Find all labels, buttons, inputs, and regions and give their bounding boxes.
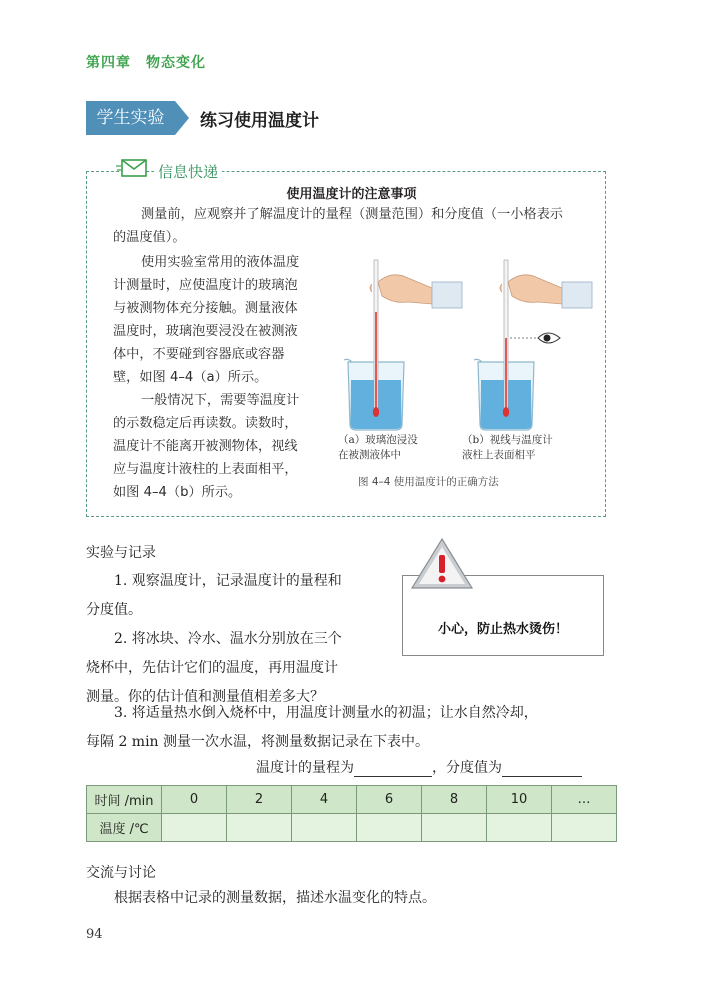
info-para3-line: 的示数稳定后再读数。读数时， [113, 416, 298, 431]
info-para1 [113, 203, 603, 249]
table-cell-temperature[interactable] [552, 814, 617, 842]
caption-b-line: （b）视线与温度计 [462, 434, 553, 446]
info-para3-line: 温度计不能离开被测物体，视线 [113, 439, 298, 454]
section-title-experiment: 实验与记录 [86, 545, 156, 561]
table-row-temperature [87, 814, 617, 842]
range-label: 温度计的量程为 [256, 760, 354, 776]
figure-caption: 图 4–4 使用温度计的正确方法 [358, 476, 499, 488]
warning-text: 小心，防止热水烫伤！ [437, 622, 568, 637]
info-title: 使用温度计的注意事项 [286, 187, 417, 202]
table-row-time [87, 786, 617, 814]
table-cell-temperature[interactable] [227, 814, 292, 842]
info-para2-line: 使用实验室常用的液体温度 [141, 255, 300, 270]
page-number: 94 [86, 927, 103, 942]
step3-line: 每隔 2 min 测量一次水温，将测量数据记录在下表中。 [86, 734, 430, 750]
table-cell-time: 10 [487, 786, 552, 814]
info-para2-line: 与被测物体充分接触。测量液体 [113, 301, 298, 316]
beaker-b-illustration [474, 260, 592, 430]
section-title-discussion: 交流与讨论 [86, 865, 156, 881]
envelope-icon [116, 157, 148, 179]
table-cell-time: 2 [227, 786, 292, 814]
table-cell-time: 8 [422, 786, 487, 814]
step2-line: 2. 将冰块、冷水、温水分别放在三个 [114, 631, 342, 647]
step2-line: 烧杯中，先估计它们的温度，再用温度计 [86, 660, 338, 676]
caption-a [338, 433, 418, 463]
caption-a-line: （a）玻璃泡浸没 [338, 434, 418, 446]
experiment-steps-1-2 [86, 567, 406, 712]
discussion-text: 根据表格中记录的测量数据，描述水温变化的特点。 [114, 890, 436, 906]
temperature-table [86, 785, 617, 842]
info-para3-line: 一般情况下，需要等温度计 [141, 393, 300, 408]
thermometer-figure [328, 252, 598, 434]
table-cell-temperature[interactable] [162, 814, 227, 842]
experiment-step-3 [86, 699, 616, 757]
table-cell-time: 4 [292, 786, 357, 814]
step1-line: 分度值。 [86, 602, 142, 618]
info-para1-line: 的温度值）。 [113, 230, 186, 245]
step2-line: 测量。你的估计值和测量值相差多大？ [86, 689, 324, 705]
lab-tag-arrow [175, 101, 189, 135]
info-label: 信息快递 [154, 161, 222, 182]
table-cell-temperature[interactable] [292, 814, 357, 842]
caption-a-line: 在被测液体中 [338, 449, 401, 461]
table-cell-time: 6 [357, 786, 422, 814]
info-para3-line: 如图 4–4（b）所示。 [113, 485, 242, 500]
lab-tag: 学生实验 [86, 101, 175, 135]
table-cell-time: … [552, 786, 617, 814]
table-header-temperature: 温度 /℃ [87, 814, 162, 842]
table-cell-temperature[interactable] [422, 814, 487, 842]
info-para2-line: 计测量时，应使温度计的玻璃泡 [113, 278, 298, 293]
beaker-a-illustration [344, 260, 462, 430]
table-cell-time: 0 [162, 786, 227, 814]
info-para2-line: 壁，如图 4–4（a）所示。 [113, 370, 268, 385]
division-label: ，分度值为 [432, 760, 502, 776]
range-blank[interactable] [354, 761, 432, 777]
caption-b-line: 液柱上表面相平 [462, 449, 536, 461]
chapter-header: 第四章 物态变化 [86, 55, 206, 71]
info-para2-line: 温度时，玻璃泡要浸没在被测液 [113, 324, 298, 339]
info-para3-line: 应与温度计液柱的上表面相平， [113, 462, 298, 477]
warning-icon [409, 536, 475, 592]
table-header-time: 时间 /min [87, 786, 162, 814]
caption-b [462, 433, 553, 463]
table-cell-temperature[interactable] [487, 814, 552, 842]
step3-line: 3. 将适量热水倒入烧杯中，用温度计测量水的初温；让水自然冷却， [114, 705, 538, 721]
lab-title: 练习使用温度计 [200, 111, 319, 131]
table-cell-temperature[interactable] [357, 814, 422, 842]
step1-line: 1. 观察温度计，记录温度计的量程和 [114, 573, 342, 589]
range-fill-line [256, 757, 582, 777]
division-blank[interactable] [502, 761, 582, 777]
info-para2-line: 体中，不要碰到容器底或容器 [113, 347, 285, 362]
info-para2 [113, 251, 323, 504]
info-para1-line: 测量前，应观察并了解温度计的量程（测量范围）和分度值（一小格表示 [141, 207, 563, 222]
